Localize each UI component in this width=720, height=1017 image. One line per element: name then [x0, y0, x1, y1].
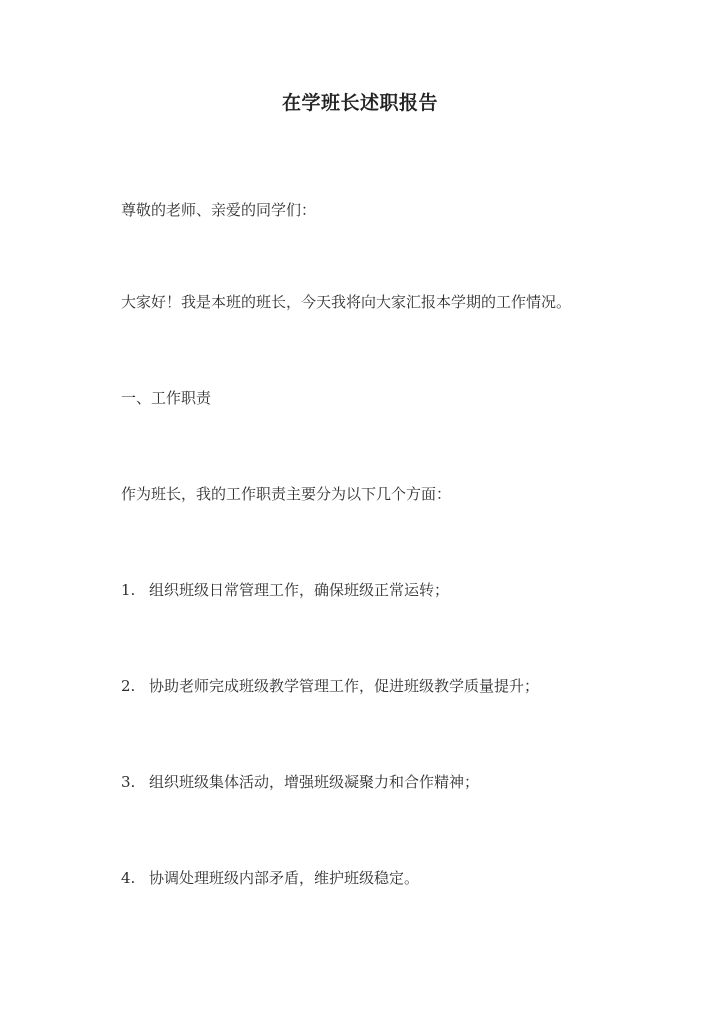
- duty-item: [121, 675, 539, 697]
- duty-item: [121, 771, 479, 793]
- duty-text: 协助老师完成班级教学管理工作，促进班级教学质量提升；: [149, 677, 540, 695]
- duty-number: 1.: [121, 581, 136, 599]
- duty-item: [121, 579, 449, 601]
- duty-text: 协调处理班级内部矛盾，维护班级稳定。: [149, 869, 420, 887]
- duty-text: 组织班级日常管理工作，确保班级正常运转；: [149, 581, 450, 599]
- greeting-paragraph: 尊敬的老师、亲爱的同学们：: [121, 201, 317, 219]
- duty-number: 4.: [121, 869, 136, 887]
- duty-number: 2.: [121, 677, 136, 695]
- duty-item: [121, 867, 419, 889]
- duty-number: 3.: [121, 773, 136, 791]
- section-heading: 一、工作职责: [121, 389, 212, 407]
- intro-paragraph: 大家好！我是本班的班长，今天我将向大家汇报本学期的工作情况。: [121, 293, 572, 311]
- document-title: 在学班长述职报告: [281, 92, 438, 114]
- duty-text: 组织班级集体活动，增强班级凝聚力和合作精神；: [149, 773, 480, 791]
- section-lead-paragraph: 作为班长，我的工作职责主要分为以下几个方面：: [121, 485, 452, 503]
